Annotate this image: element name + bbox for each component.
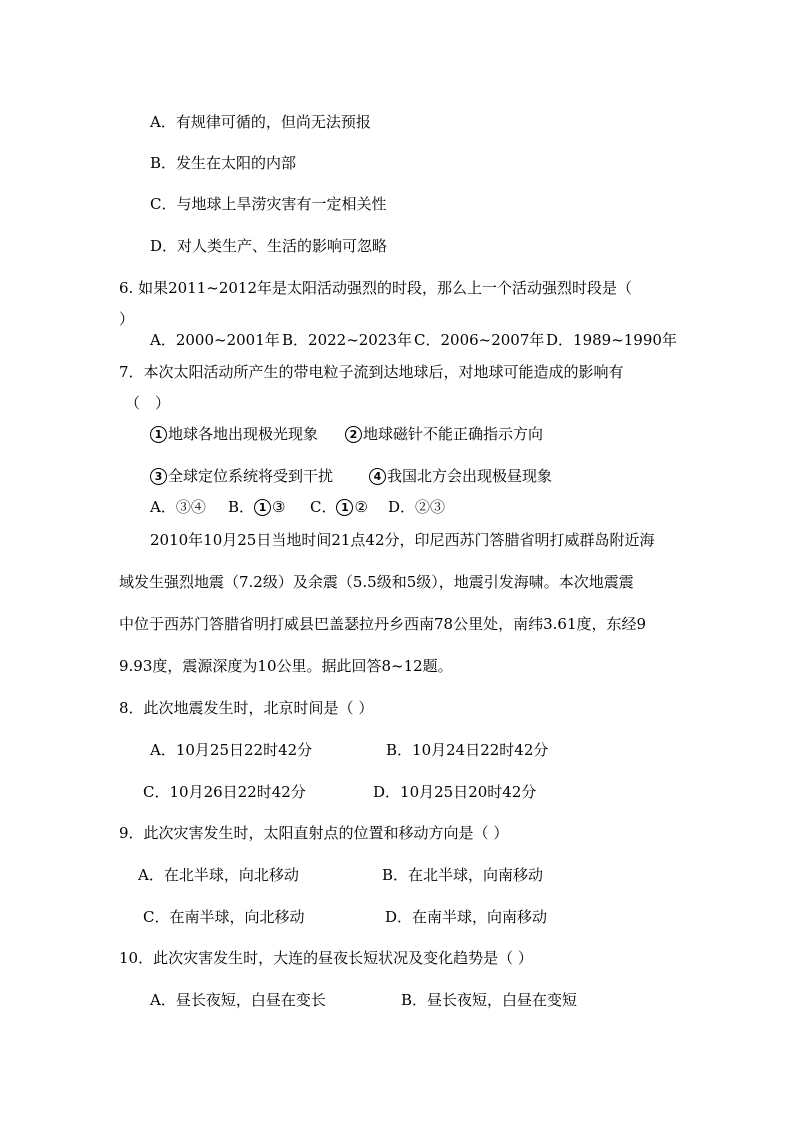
circled-number-1: 1 [254, 499, 271, 516]
q9-option-c: C．在南半球，向北移动 [143, 908, 305, 926]
q6-stem-end: ） [119, 310, 135, 328]
passage-line-2: 域发生强烈地震（7.2级）及余震（5.5级和5级），地震引发海啸。本次地震震 [119, 573, 634, 591]
q7-stem: 7．本次太阳活动所产生的带电粒子流到达地球后，对地球可能造成的影响有 [119, 363, 624, 381]
q7-statement-1: 1 地球各地出现极光现象 [150, 424, 318, 444]
q9-option-a: A．在北半球，向北移动 [138, 866, 299, 884]
q10-stem: 10．此次灾害发生时，大连的昼夜长短状况及变化趋势是（ ） [119, 949, 533, 967]
circled-number-1: 1 [336, 499, 353, 516]
q7-statement-2: 2 地球磁针不能正确指示方向 [345, 424, 543, 444]
q6-option-d: D．1989~1990年 [546, 331, 677, 349]
q7-paren: （ ） [125, 394, 171, 412]
q8-option-c: C．10月26日22时42分 [143, 783, 306, 801]
circled-number-1: 1 [150, 426, 167, 443]
q8-option-a: A．10月25日22时42分 [150, 741, 313, 759]
q9-stem: 9．此次灾害发生时，太阳直射点的位置和移动方向是（ ） [119, 824, 509, 842]
q9-option-b: B．在北半球，向南移动 [382, 866, 544, 884]
passage-line-4: 9.93度，震源深度为10公里。据此回答8~12题。 [119, 657, 453, 675]
q9-option-d: D．在南半球，向南移动 [385, 908, 548, 926]
q7-option-a: A．③④ [150, 498, 206, 516]
q6-option-c: C．2006~2007年 [414, 331, 545, 349]
q7-statement-4: 4 我国北方会出现极昼现象 [369, 466, 552, 486]
q8-stem: 8．此次地震发生时，北京时间是（ ） [119, 699, 374, 717]
q7-option-c: C． 1 ② [310, 498, 368, 516]
q7-statement-3: 3 全球定位系统将受到干扰 [150, 466, 333, 486]
q8-option-d: D．10月25日20时42分 [373, 783, 537, 801]
q6-option-a: A．2000~2001年 [150, 331, 280, 349]
q6-option-b: B．2022~2023年 [282, 331, 412, 349]
q8-option-b: B．10月24日22时42分 [386, 741, 549, 759]
q10-option-a: A．昼长夜短，白昼在变长 [150, 991, 326, 1009]
passage-line-3: 中位于西苏门答腊省明打威县巴盖瑟拉丹乡西南78公里处，南纬3.61度，东经9 [119, 615, 647, 633]
circled-number-2: 2 [345, 426, 362, 443]
circled-number-3: 3 [150, 468, 167, 485]
q5-option-d: D．对人类生产、生活的影响可忽略 [150, 237, 388, 255]
q6-stem: 6. 如果2011~2012年是太阳活动强烈的时段，那么上一个活动强烈时段是（ [119, 279, 632, 297]
passage-line-1: 2010年10月25日当地时间21点42分，印尼西苏门答腊省明打威群岛附近海 [150, 531, 655, 549]
circled-number-4: 4 [369, 468, 386, 485]
q7-option-d: D．②③ [388, 498, 446, 516]
q7-option-b: B． 1 ③ [228, 498, 286, 516]
q10-option-b: B．昼长夜短，白昼在变短 [401, 991, 578, 1009]
q5-option-a: A．有规律可循的，但尚无法预报 [150, 113, 371, 131]
q5-option-c: C．与地球上旱涝灾害有一定相关性 [150, 195, 387, 213]
q5-option-b: B．发生在太阳的内部 [150, 154, 297, 172]
